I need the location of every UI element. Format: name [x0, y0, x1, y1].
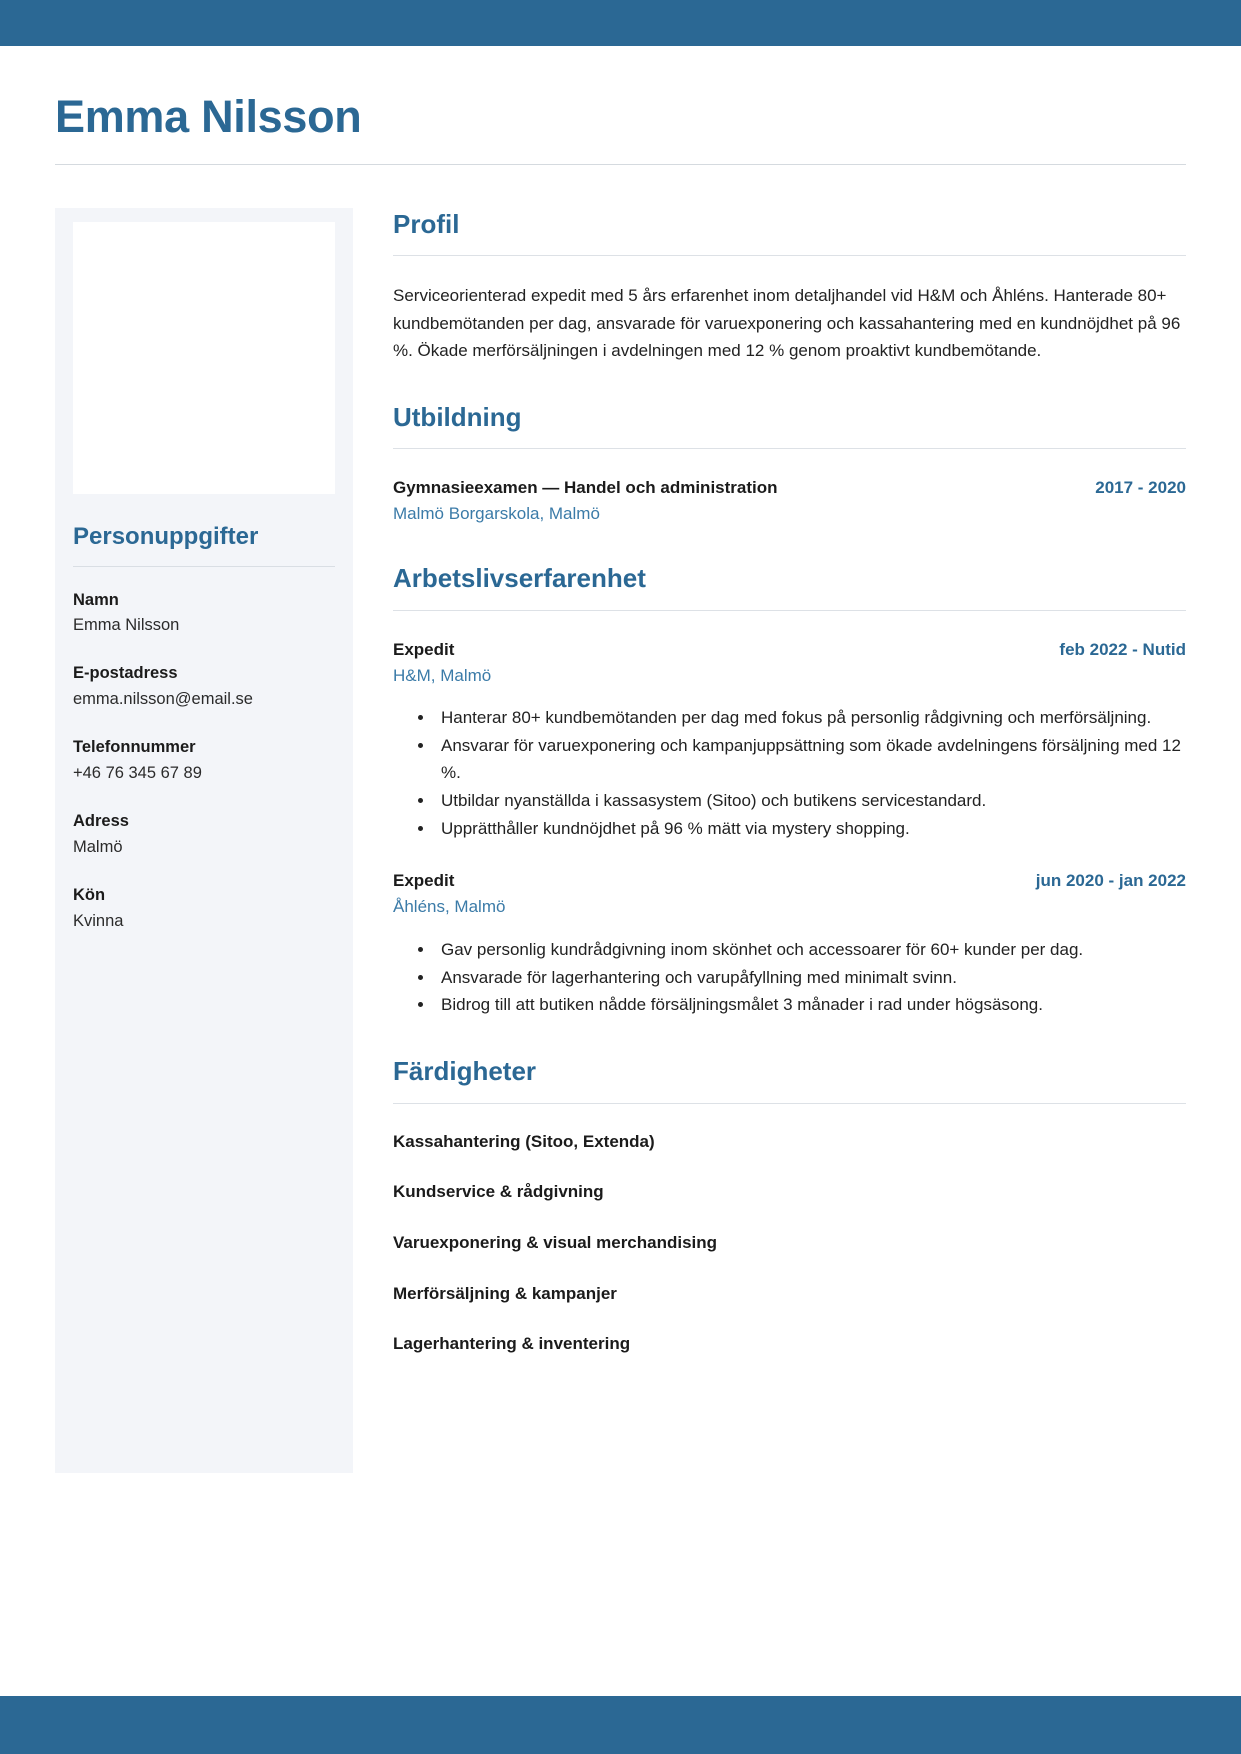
list-item: • Bidrog till att butiken nådde försäljningsmålet 3 månader i rad under högsäsong. — [435, 992, 1186, 1019]
page-top-accent-bar — [0, 0, 1241, 46]
section-divider — [393, 255, 1186, 256]
skill-item: Merförsäljning & kampanjer — [393, 1283, 617, 1303]
section-heading-skills: Färdigheter — [393, 1056, 537, 1087]
detail-item-phone — [73, 736, 335, 786]
personal-details-list — [73, 589, 335, 934]
page-bottom-accent-bar — [0, 1696, 1241, 1754]
job-responsibility-list — [393, 705, 1186, 842]
detail-item-address — [73, 810, 335, 860]
detail-item-email — [73, 662, 335, 712]
job-company: Åhléns, Malmö — [393, 897, 506, 917]
list-item: • Gav personlig kundrådgivning inom skönhet och accessoarer för 60+ kunder per dag. — [435, 937, 1186, 964]
section-heading-experience: Arbetslivserfarenhet — [393, 563, 646, 594]
section-education — [393, 401, 1186, 527]
detail-item-namn — [73, 589, 335, 639]
section-spacer — [393, 1025, 1186, 1055]
section-experience — [393, 562, 1186, 1019]
skills-list — [393, 1130, 1186, 1357]
profile-photo-placeholder — [73, 222, 335, 494]
education-degree: Gymnasieexamen — Handel och administration — [393, 478, 778, 498]
skill-item: Varuexponering & visual merchandising — [393, 1233, 718, 1253]
list-item: • Utbildar nyanställda i kassasystem (Sitoo) och butikens servicestandard. — [435, 788, 1186, 815]
section-spacer — [393, 371, 1186, 401]
skill-item: Kundservice & rådgivning — [393, 1182, 604, 1202]
job-date-range: jun 2020 - jan 2022 — [1035, 871, 1186, 891]
page-title: Emma Nilsson — [55, 91, 362, 142]
list-item: • Ansvarade för lagerhantering och varupåfyllning med minimalt svinn. — [435, 965, 1186, 992]
list-item: • Ansvarar för varuexponering och kampanjuppsättning som ökade avdelningens försäljning med 12 %. — [435, 733, 1186, 787]
education-entry — [393, 476, 1186, 526]
detail-label: Namn — [73, 590, 119, 609]
section-heading-education: Utbildning — [393, 401, 522, 432]
name-block — [55, 46, 1186, 165]
job-responsibility-list — [393, 937, 1186, 1020]
detail-value: Emma Nilsson — [73, 616, 180, 635]
name-divider — [55, 164, 1186, 165]
skill-item: Kassahantering (Sitoo, Extenda) — [393, 1131, 655, 1151]
section-skills — [393, 1055, 1186, 1357]
detail-value: Kvinna — [73, 911, 124, 930]
job-title: Expedit — [393, 871, 455, 891]
skill-item: Lagerhantering & inventering — [393, 1334, 631, 1354]
sidebar-heading-personal-details: Personuppgifter — [73, 522, 259, 550]
experience-entry-header — [393, 638, 1186, 663]
detail-label: E-postadress — [73, 664, 178, 683]
section-divider — [393, 610, 1186, 611]
section-divider — [393, 1103, 1186, 1104]
education-entry-header — [393, 476, 1186, 501]
detail-value: Malmö — [73, 837, 123, 856]
list-item: • Upprätthåller kundnöjdhet på 96 % mätt via mystery shopping. — [435, 816, 1186, 843]
section-divider — [393, 448, 1186, 449]
detail-item-gender — [73, 884, 335, 934]
education-school: Malmö Borgarskola, Malmö — [393, 503, 600, 523]
detail-label: Telefonnummer — [73, 738, 196, 757]
sidebar — [55, 208, 353, 1473]
section-profile — [393, 208, 1186, 365]
detail-value: emma.nilsson@email.se — [73, 690, 253, 709]
detail-label: Kön — [73, 885, 106, 904]
list-item: • Hanterar 80+ kundbemötanden per dag med fokus på personlig rådgivning och merförsäljning. — [435, 705, 1186, 732]
resume-page — [0, 46, 1241, 1696]
job-company: H&M, Malmö — [393, 665, 492, 685]
job-title: Expedit — [393, 639, 455, 659]
detail-value: +46 76 345 67 89 — [73, 764, 202, 783]
job-date-range: feb 2022 - Nutid — [1059, 639, 1186, 659]
experience-entry — [393, 638, 1186, 843]
detail-label: Adress — [73, 812, 129, 831]
experience-entry — [393, 869, 1186, 1019]
main-content — [353, 208, 1186, 1364]
content-columns — [55, 208, 1186, 1473]
education-date-range: 2017 - 2020 — [1095, 478, 1186, 498]
section-spacer — [393, 532, 1186, 562]
experience-entry-header — [393, 869, 1186, 894]
section-heading-profile: Profil — [393, 208, 460, 239]
sidebar-heading-divider — [73, 566, 335, 567]
profile-summary-text: Serviceorienterad expedit med 5 års erfarenhet inom detaljhandel vid H&M och Åhléns. Hanterade 80+ kundbemötanden per dag, ansvarade för varuexponering och kassahantering med en kundnöjdhet på 96 %. Ökade merförsäljningen i avdelningen med 12 % genom proaktivt kundbemötande. — [393, 286, 1181, 361]
